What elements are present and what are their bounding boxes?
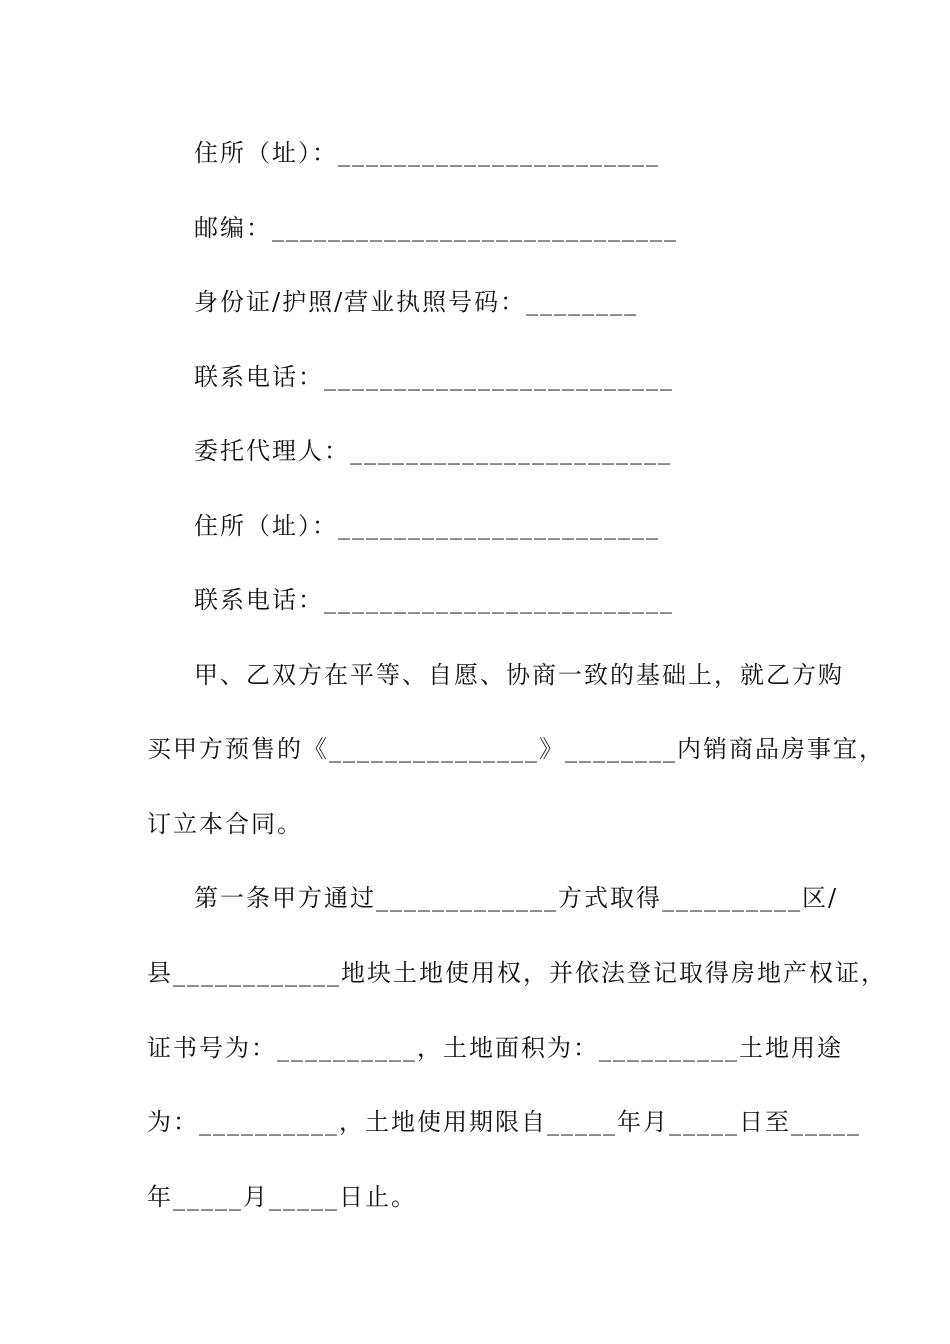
- phone-field-1: 联系电话：_________________________: [194, 363, 674, 391]
- article-one-line: 县____________地块土地使用权，并依法登记取得房地产权证，: [147, 959, 887, 987]
- phone-field-2: 联系电话：_________________________: [194, 586, 674, 614]
- agent-field: 委托代理人：_______________________: [194, 437, 672, 465]
- postcode-field: 邮编：_____________________________: [194, 214, 678, 242]
- paragraph-line: 订立本合同。: [147, 810, 303, 838]
- article-one-line: 年_____月_____日止。: [147, 1183, 417, 1211]
- address-field-2: 住所（址）：_______________________: [194, 512, 660, 540]
- article-one-line: 为：__________，土地使用期限自_____年月_____日至_____: [147, 1108, 861, 1136]
- article-one-line: 证书号为：__________，土地面积为：__________土地用途: [147, 1034, 843, 1062]
- article-one-line: 第一条甲方通过_____________方式取得__________区/: [194, 884, 839, 912]
- id-number-field: 身份证/护照/营业执照号码：________: [194, 288, 639, 316]
- paragraph-line: 甲、乙双方在平等、自愿、协商一致的基础上，就乙方购: [194, 661, 844, 689]
- address-field-1: 住所（址）：_______________________: [194, 139, 660, 167]
- paragraph-line: 买甲方预售的《_______________》________内销商品房事宜，: [147, 735, 885, 763]
